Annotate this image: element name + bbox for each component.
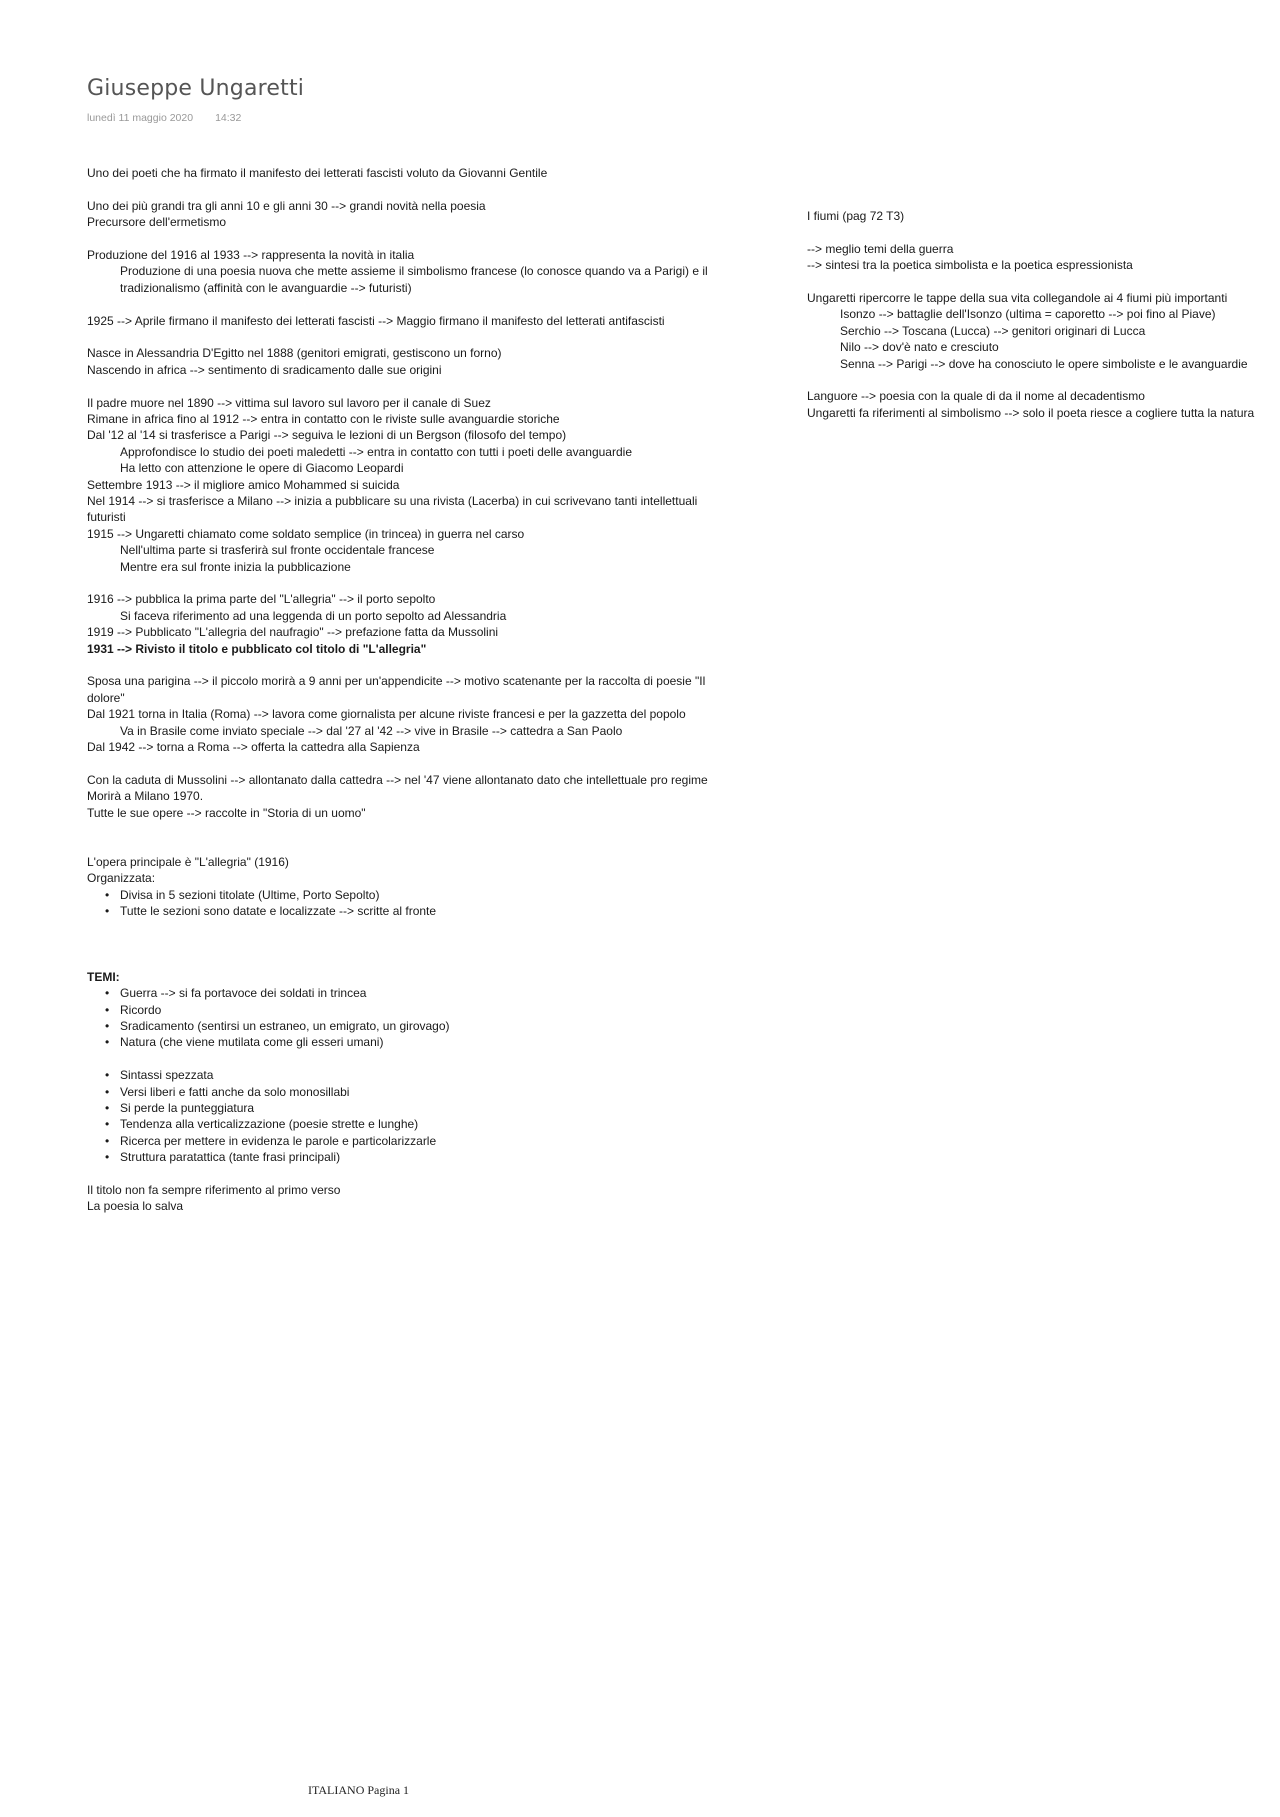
bullet-item: • Sintassi spezzata bbox=[120, 1067, 737, 1083]
blank-line bbox=[87, 838, 737, 854]
note-line: Tutte le sue opere --> raccolte in "Storia di un uomo" bbox=[87, 805, 366, 820]
note-line: Il titolo non fa sempre riferimento al primo verso bbox=[87, 1182, 341, 1197]
note-time: 14:32 bbox=[215, 112, 242, 124]
note-line: Va in Brasile come inviato speciale --> dal '27 al '42 --> vive in Brasile --> cattedra a San Paolo bbox=[120, 723, 623, 738]
page-footer: ITALIANO Pagina 1 bbox=[308, 1783, 410, 1797]
blank-line bbox=[807, 224, 1277, 240]
left-column bbox=[87, 165, 737, 1215]
note-line: Produzione di una poesia nuova che mette assieme il simbolismo francese (lo conosce quando va a Parigi) e il tradizionalismo (affinità con le avanguardie --> futuristi) bbox=[120, 264, 711, 295]
blank-line bbox=[807, 274, 1277, 290]
blank-line bbox=[807, 372, 1277, 388]
note-line: 1915 --> Ungaretti chiamato come soldato semplice (in trincea) in guerra nel carso bbox=[87, 526, 525, 541]
blank-line bbox=[87, 657, 737, 673]
note-line: Con la caduta di Mussolini --> allontanato dalla cattedra --> nel '47 viene allontanato dato che intellettuale pro regime bbox=[87, 772, 708, 787]
bullet-item: • Guerra --> si fa portavoce dei soldati in trincea bbox=[120, 985, 737, 1001]
note-line: Isonzo --> battaglie dell'Isonzo (ultima = caporetto --> poi fino al Piave) bbox=[840, 307, 1216, 322]
page-title: Giuseppe Ungaretti bbox=[87, 76, 305, 101]
blank-line bbox=[87, 575, 737, 591]
bullet-item: • Si perde la punteggiatura bbox=[120, 1100, 737, 1116]
bullet-list bbox=[87, 1067, 737, 1165]
note-line: Ungaretti fa riferimenti al simbolismo --> solo il poeta riesce a cogliere tutta la natura bbox=[807, 405, 1255, 420]
bullet-item: • Tendenza alla verticalizzazione (poesie strette e lunghe) bbox=[120, 1116, 737, 1132]
bullet-item: • Versi liberi e fatti anche da solo monosillabi bbox=[120, 1084, 737, 1100]
blank-line bbox=[87, 936, 737, 952]
note-line: Mentre era sul fronte inizia la pubblicazione bbox=[120, 559, 351, 574]
blank-line bbox=[87, 920, 737, 936]
note-line: Si faceva riferimento ad una leggenda di un porto sepolto ad Alessandria bbox=[120, 608, 507, 623]
blank-line bbox=[87, 1166, 737, 1182]
blank-line bbox=[87, 756, 737, 772]
bullet-item: • Sradicamento (sentirsi un estraneo, un emigrato, un girovago) bbox=[120, 1018, 737, 1034]
bullet-item: • Struttura paratattica (tante frasi principali) bbox=[120, 1149, 737, 1165]
note-line: Nasce in Alessandria D'Egitto nel 1888 (genitori emigrati, gestiscono un forno) bbox=[87, 346, 502, 361]
bullet-list bbox=[87, 985, 737, 1051]
right-column bbox=[807, 208, 1277, 421]
blank-line bbox=[87, 296, 737, 312]
note-line: Dal '12 al '14 si trasferisce a Parigi --> seguiva le lezioni di un Bergson (filosofo del tempo) bbox=[87, 428, 567, 443]
note-line: Uno dei poeti che ha firmato il manifesto dei letterati fascisti voluto da Giovanni Gentile bbox=[87, 166, 548, 180]
note-line: Ha letto con attenzione le opere di Giacomo Leopardi bbox=[120, 461, 404, 476]
note-line: Nel 1914 --> si trasferisce a Milano --> inizia a pubblicare su una rivista (Lacerba) in cui scrivevano tanti intellettuali futuristi bbox=[87, 494, 701, 525]
blank-line bbox=[87, 181, 737, 197]
note-line: Organizzata: bbox=[87, 871, 156, 886]
note-line: Il padre muore nel 1890 --> vittima sul lavoro sul lavoro per il canale di Suez bbox=[87, 395, 491, 410]
bullet-item: • Divisa in 5 sezioni titolate (Ultime, Porto Sepolto) bbox=[120, 887, 737, 903]
bullet-list bbox=[87, 887, 737, 920]
note-heading-line: TEMI: bbox=[87, 969, 120, 984]
note-line: 1925 --> Aprile firmano il manifesto dei letterati fascisti --> Maggio firmano il manifesto del letterati antifascisti bbox=[87, 313, 665, 328]
note-line: L'opera principale è "L'allegria" (1916) bbox=[87, 854, 289, 869]
note-line: Senna --> Parigi --> dove ha conosciuto le opere simboliste e le avanguardie bbox=[840, 356, 1248, 371]
note-line: Produzione del 1916 al 1933 --> rappresenta la novità in italia bbox=[87, 248, 415, 262]
note-line: Serchio --> Toscana (Lucca) --> genitori originari di Lucca bbox=[840, 323, 1146, 338]
note-line: Sposa una parigina --> il piccolo morirà a 9 anni per un'appendicite --> motivo scatenante per la raccolta di poesie "Il dolore" bbox=[87, 674, 709, 705]
blank-line bbox=[87, 952, 737, 968]
note-line: --> meglio temi della guerra bbox=[807, 241, 954, 256]
blank-line bbox=[87, 329, 737, 345]
note-timestamp bbox=[87, 112, 241, 124]
note-line: Nascendo in africa --> sentimento di sradicamento dalle sue origini bbox=[87, 362, 442, 377]
note-line: Approfondisce lo studio dei poeti maledetti --> entra in contatto con tutti i poeti delle avanguardie bbox=[120, 444, 632, 459]
note-line: Rimane in africa fino al 1912 --> entra in contatto con le riviste sulle avanguardie storiche bbox=[87, 412, 560, 427]
note-line: Uno dei più grandi tra gli anni 10 e gli anni 30 --> grandi novità nella poesia bbox=[87, 198, 486, 213]
note-line: I fiumi (pag 72 T3) bbox=[807, 209, 905, 223]
blank-line bbox=[87, 231, 737, 247]
note-line: Precursore dell'ermetismo bbox=[87, 215, 227, 230]
note-date: lunedì 11 maggio 2020 bbox=[87, 112, 194, 124]
note-line: La poesia lo salva bbox=[87, 1199, 184, 1214]
note-line: Dal 1921 torna in Italia (Roma) --> lavora come giornalista per alcune riviste francesi e per la gazzetta del popolo bbox=[87, 707, 686, 722]
note-line: 1916 --> pubblica la prima parte del "L'allegria" --> il porto sepolto bbox=[87, 592, 436, 607]
note-line: Settembre 1913 --> il migliore amico Mohammed si suicida bbox=[87, 477, 400, 492]
note-heading-line: 1931 --> Rivisto il titolo e pubblicato col titolo di "L'allegria" bbox=[87, 641, 427, 656]
bullet-item: • Ricordo bbox=[120, 1002, 737, 1018]
note-line: 1919 --> Pubblicato "L'allegria del naufragio" --> prefazione fatta da Mussolini bbox=[87, 625, 499, 640]
note-line: Nell'ultima parte si trasferirà sul fronte occidentale francese bbox=[120, 543, 435, 558]
bullet-item: • Tutte le sezioni sono datate e localizzate --> scritte al fronte bbox=[120, 903, 737, 919]
note-line: Dal 1942 --> torna a Roma --> offerta la cattedra alla Sapienza bbox=[87, 740, 420, 755]
blank-line bbox=[87, 378, 737, 394]
note-line: Languore --> poesia con la quale di da il nome al decadentismo bbox=[807, 389, 1145, 404]
note-line: Nilo --> dov'è nato e cresciuto bbox=[840, 340, 999, 355]
blank-line bbox=[87, 1051, 737, 1067]
bullet-item: • Ricerca per mettere in evidenza le parole e particolarizzarle bbox=[120, 1133, 737, 1149]
blank-line bbox=[87, 821, 737, 837]
bullet-item: • Natura (che viene mutilata come gli esseri umani) bbox=[120, 1034, 737, 1050]
note-line: --> sintesi tra la poetica simbolista e la poetica espressionista bbox=[807, 258, 1133, 273]
note-line: Ungaretti ripercorre le tappe della sua vita collegandole ai 4 fiumi più importanti bbox=[807, 291, 1228, 305]
note-line: Morirà a Milano 1970. bbox=[87, 789, 204, 804]
